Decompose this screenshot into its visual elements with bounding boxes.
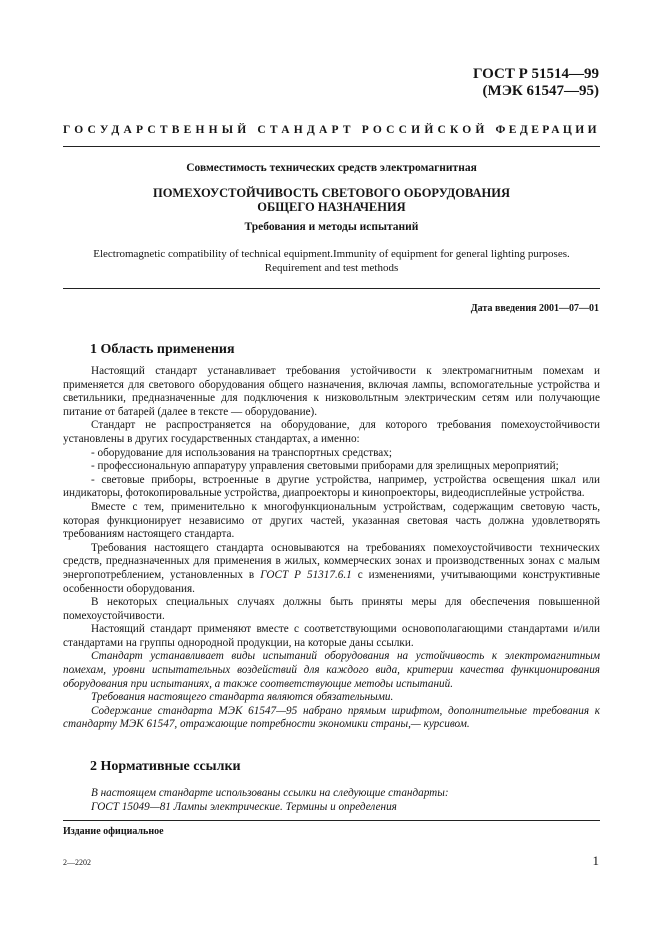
section-1-body [63, 365, 600, 732]
print-code: 2—2202 [63, 858, 91, 867]
header-word-1: ГОСУДАРСТВЕННЫЙ [63, 124, 251, 136]
introduction-date: Дата введения 2001—07—01 [470, 303, 599, 314]
header-word-4: ФЕДЕРАЦИИ [495, 124, 600, 136]
paragraph-typography-note: Содержание стандарта МЭК 61547—95 набрано прямым шрифтом, дополнительные требования к стандарту МЭК 61547, отражающие потребности экономики страны,— курсивом. [63, 704, 600, 731]
title-divider [63, 288, 600, 289]
paragraph-test-types: Стандарт устанавливает виды испытаний оборудования на устойчивость к электромагнитным помехам, уровни испытательных воздействий для каждого вида, критерии качества функционирования оборудования при испытаниях, а также соответствующие методы испытаний. [63, 650, 600, 690]
paragraph-basis [63, 542, 600, 596]
paragraph-scope: Настоящий стандарт устанавливает требования устойчивости к электромагнитным помехам и применяется для светового оборудования общего назначения, включая лампы, вспомогательные устройства и светильники, предназначенные для подключения к низковольтным электрическим сетям или получающие питание от батарей (далее в тексте — оборудование). [63, 365, 600, 418]
english-title [63, 247, 600, 275]
list-item-stage-lighting: - профессиональную аппаратуру управления световыми приборами для зрелищных мероприятий; [91, 460, 559, 473]
official-edition-label: Издание официальное [63, 826, 164, 837]
english-title-line-2: Requirement and test methods [264, 262, 399, 274]
english-title-line-1: Electromagnetic compatibility of technical equipment.Immunity of equipment for general lighting purposes. [93, 248, 570, 260]
basis-text-end: с изменениями, учитывающими конструктивные особенности оборудования. [63, 568, 600, 595]
paragraph-exclusions: Стандарт не распространяется на оборудование, для которого требования помехоустойчивости установлены в других государственных стандартах, а именно: [63, 419, 600, 445]
main-title-line-2: ОБЩЕГО НАЗНАЧЕНИЯ [257, 200, 406, 214]
paragraph-special-cases: В некоторых специальных случаях должны быть приняты меры для обеспечения повышенной помехоустойчивости. [63, 596, 600, 622]
basis-text-start: Требования настоящего стандарта основываются на требованиях помехоустойчивости технических средств, предназначенных для применения в жилых, коммерческих зонах и производственных зонах с малым энергопотреблением, установленных в [63, 541, 600, 581]
header-word-2: СТАНДАРТ [257, 124, 355, 136]
paragraph-application: Настоящий стандарт применяют вместе с соответствующими основополагающими стандартами и/или стандартами на группы однородной продукции, на которые даны ссылки. [63, 623, 600, 649]
reference-gost-15049: ГОСТ 15049—81 Лампы электрические. Термины и определения [91, 800, 397, 813]
paragraph-mandatory: Требования настоящего стандарта являются обязательными. [91, 691, 394, 704]
section-2-body [63, 787, 600, 814]
page-number: 1 [592, 853, 599, 868]
footer-divider [63, 820, 600, 821]
paragraph-multifunction: Вместе с тем, применительно к многофункциональным устройствам, содержащим световую часть, которая функционирует независимо от других частей, указанная световая часть должна удовлетворять требованиям настоящего стандарта. [63, 500, 600, 541]
standard-code-iec: (МЭК 61547—95) [482, 83, 599, 99]
list-item-built-in: - световые приборы, встроенные в другие устройства, например, устройства освещения шкал или индикаторы, фотокопировальные устройства, диапроекторы и кинопроекторы, видеодисплейные устройства. [63, 473, 600, 500]
header-divider [63, 146, 600, 147]
section-1-heading: 1 Область применения [90, 342, 235, 357]
main-title [63, 186, 600, 214]
standard-code [473, 66, 599, 100]
header-word-3: РОССИЙСКОЙ [361, 124, 489, 136]
subtitle: Требования и методы испытаний [244, 221, 419, 233]
subject-title: Совместимость технических средств электромагнитная [186, 162, 477, 174]
basis-gost-reference: ГОСТ Р 51317.6.1 [260, 568, 352, 581]
state-standard-header [63, 124, 600, 136]
section-2-heading: 2 Нормативные ссылки [90, 759, 241, 774]
main-title-line-1: ПОМЕХОУСТОЙЧИВОСТЬ СВЕТОВОГО ОБОРУДОВАНИЯ [152, 186, 511, 200]
list-item-vehicles: - оборудование для использования на транспортных средствах; [91, 446, 392, 459]
paragraph-references-intro: В настоящем стандарте использованы ссылки на следующие стандарты: [91, 787, 449, 799]
standard-code-gost: ГОСТ Р 51514—99 [472, 66, 599, 82]
